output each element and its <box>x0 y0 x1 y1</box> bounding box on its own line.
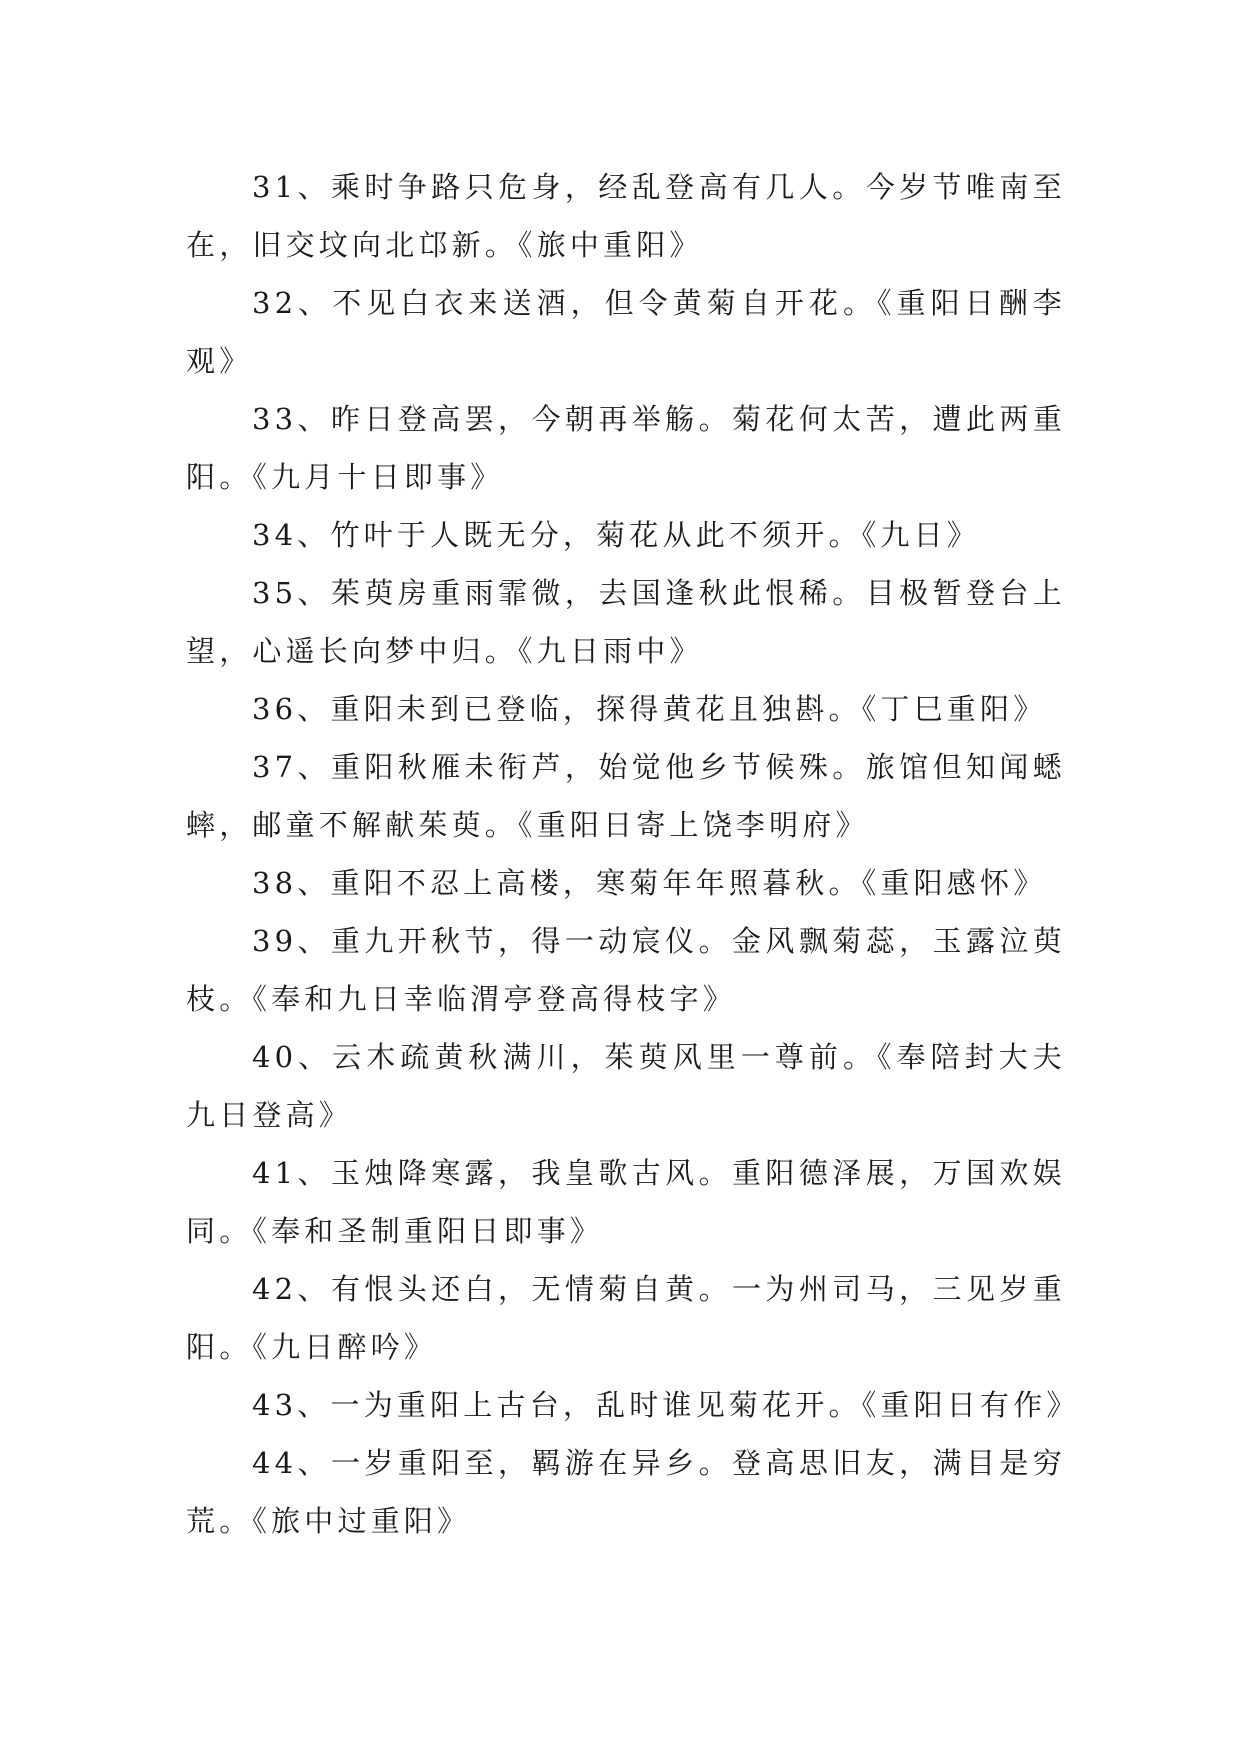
poem-entry-33: 33、昨日登高罢，今朝再举觞。菊花何太苦，遭此两重阳。《九月十日即事》 <box>186 402 1066 494</box>
poem-entry-44: 44、一岁重阳至，羁游在异乡。登高思旧友，满目是穷荒。《旅中过重阳》 <box>186 1446 1066 1538</box>
poem-entry-43: 43、一为重阳上古台，乱时谁见菊花开。《重阳日有作》 <box>252 1388 1080 1422</box>
poem-entry-35: 35、茱萸房重雨霏微，去国逢秋此恨稀。目极暂登台上望，心遥长向梦中归。《九日雨中》 <box>186 576 1066 668</box>
poem-entry-32: 32、不见白衣来送酒，但令黄菊自开花。《重阳日酬李观》 <box>186 286 1066 378</box>
poem-entry-36: 36、重阳未到已登临，探得黄花且独斟。《丁巳重阳》 <box>252 692 1047 726</box>
poem-entry-38: 38、重阳不忍上高楼，寒菊年年照暮秋。《重阳感怀》 <box>252 866 1047 900</box>
poem-list <box>186 158 1080 1550</box>
poem-entry-37: 37、重阳秋雁未衔芦，始觉他乡节候殊。旅馆但知闻蟋蟀，邮童不解献茱萸。《重阳日寄上饶李明府》 <box>186 750 1066 842</box>
poem-entry-42: 42、有恨头还白，无情菊自黄。一为州司马，三见岁重阳。《九日醉吟》 <box>186 1272 1066 1364</box>
poem-entry-41: 41、玉烛降寒露，我皇歌古风。重阳德泽展，万国欢娱同。《奉和圣制重阳日即事》 <box>186 1156 1066 1248</box>
poem-entry-31: 31、乘时争路只危身，经乱登高有几人。今岁节唯南至在，旧交坟向北邙新。《旅中重阳》 <box>186 170 1066 262</box>
poem-entry-34: 34、竹叶于人既无分，菊花从此不须开。《九日》 <box>252 518 981 552</box>
poem-entry-40: 40、云木疏黄秋满川，茱萸风里一尊前。《奉陪封大夫九日登高》 <box>186 1040 1066 1132</box>
poem-entry-39: 39、重九开秋节，得一动宸仪。金风飘菊蕊，玉露泣萸枝。《奉和九日幸临渭亭登高得枝字》 <box>186 924 1066 1016</box>
